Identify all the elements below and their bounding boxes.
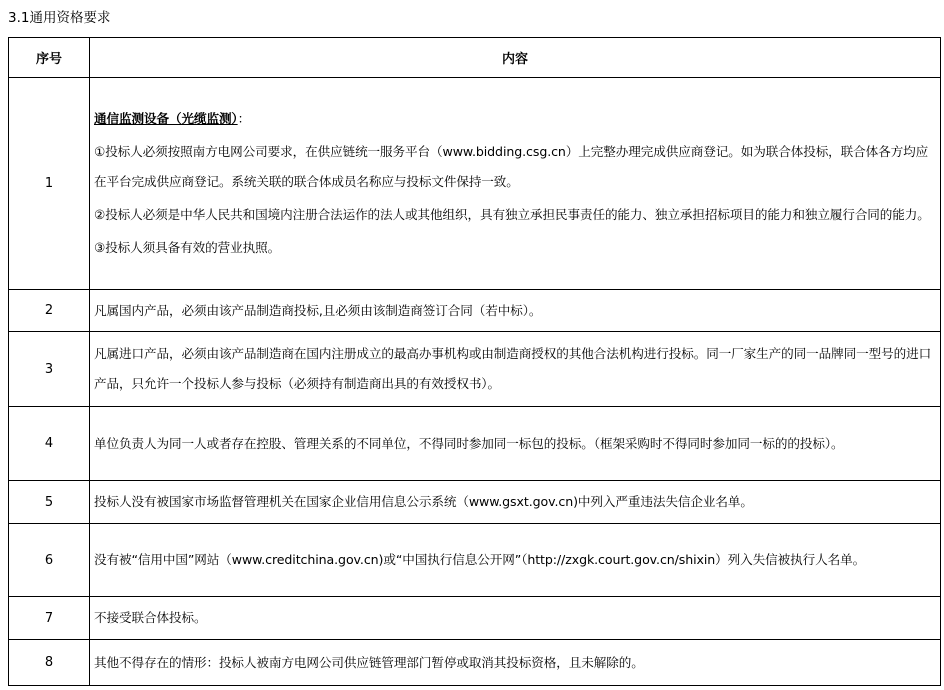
paragraph: ③投标人须具备有效的营业执照。 — [94, 240, 281, 255]
row-number: 5 — [9, 481, 90, 524]
section-title: 3.1通用资格要求 — [8, 10, 111, 26]
row-content: 凡属进口产品，必须由该产品制造商在国内注册成立的最高办事机构或由制造商授权的其他合法机构进行投标。同一厂家生产的同一品牌同一型号的进口产品，只允许一个投标人参与投标（必须持有制造商出具的有效授权书）。 — [90, 332, 941, 407]
table-row — [9, 78, 941, 290]
table-row — [9, 524, 941, 597]
row-content — [90, 78, 941, 290]
row-number: 6 — [9, 524, 90, 597]
table-row — [9, 407, 941, 481]
paragraph: ②投标人必须是中华人民共和国境内注册合法运作的法人或其他组织，具有独立承担民事责任的能力、独立承担招标项目的能力和独立履行合同的能力。 — [94, 207, 930, 222]
table-row — [9, 332, 941, 407]
header-number: 序号 — [9, 38, 90, 78]
row-content: 投标人没有被国家市场监督管理机关在国家企业信用信息公示系统（www.gsxt.gov.cn)中列入严重违法失信企业名单。 — [90, 481, 941, 524]
row-content: 不接受联合体投标。 — [90, 597, 941, 640]
header-content: 内容 — [90, 38, 941, 78]
table-row — [9, 290, 941, 332]
row-number: 3 — [9, 332, 90, 407]
table-row — [9, 597, 941, 640]
row-number: 1 — [9, 78, 90, 290]
row-content: 其他不得存在的情形：投标人被南方电网公司供应链管理部门暂停或取消其投标资格，且未解除的。 — [90, 640, 941, 686]
table-header-row — [9, 38, 941, 78]
row-number: 4 — [9, 407, 90, 481]
table-row — [9, 481, 941, 524]
row-content: 单位负责人为同一人或者存在控股、管理关系的不同单位，不得同时参加同一标包的投标。（框架采购时不得同时参加同一标的的投标）。 — [90, 407, 941, 481]
table-row — [9, 640, 941, 686]
row-number: 8 — [9, 640, 90, 686]
row-content: 没有被“信用中国”网站（www.creditchina.gov.cn)或“中国执行信息公开网”（http://zxgk.court.gov.cn/shixin）列入失信被执行人名单。 — [90, 524, 941, 597]
qualification-table — [8, 37, 941, 686]
row-number: 7 — [9, 597, 90, 640]
row-heading — [94, 104, 936, 134]
row-number: 2 — [9, 290, 90, 332]
heading-suffix: ： — [237, 111, 251, 126]
paragraph: ①投标人必须按照南方电网公司要求，在供应链统一服务平台（www.bidding.csg.cn）上完整办理完成供应商登记。如为联合体投标，联合体各方均应在平台完成供应商登记。系统关联的联合体成员名称应与投标文件保持一致。 — [94, 144, 929, 189]
heading-text: 通信监测设备（光缆监测） — [94, 111, 238, 126]
row-content: 凡属国内产品，必须由该产品制造商投标,且必须由该制造商签订合同（若中标）。 — [90, 290, 941, 332]
